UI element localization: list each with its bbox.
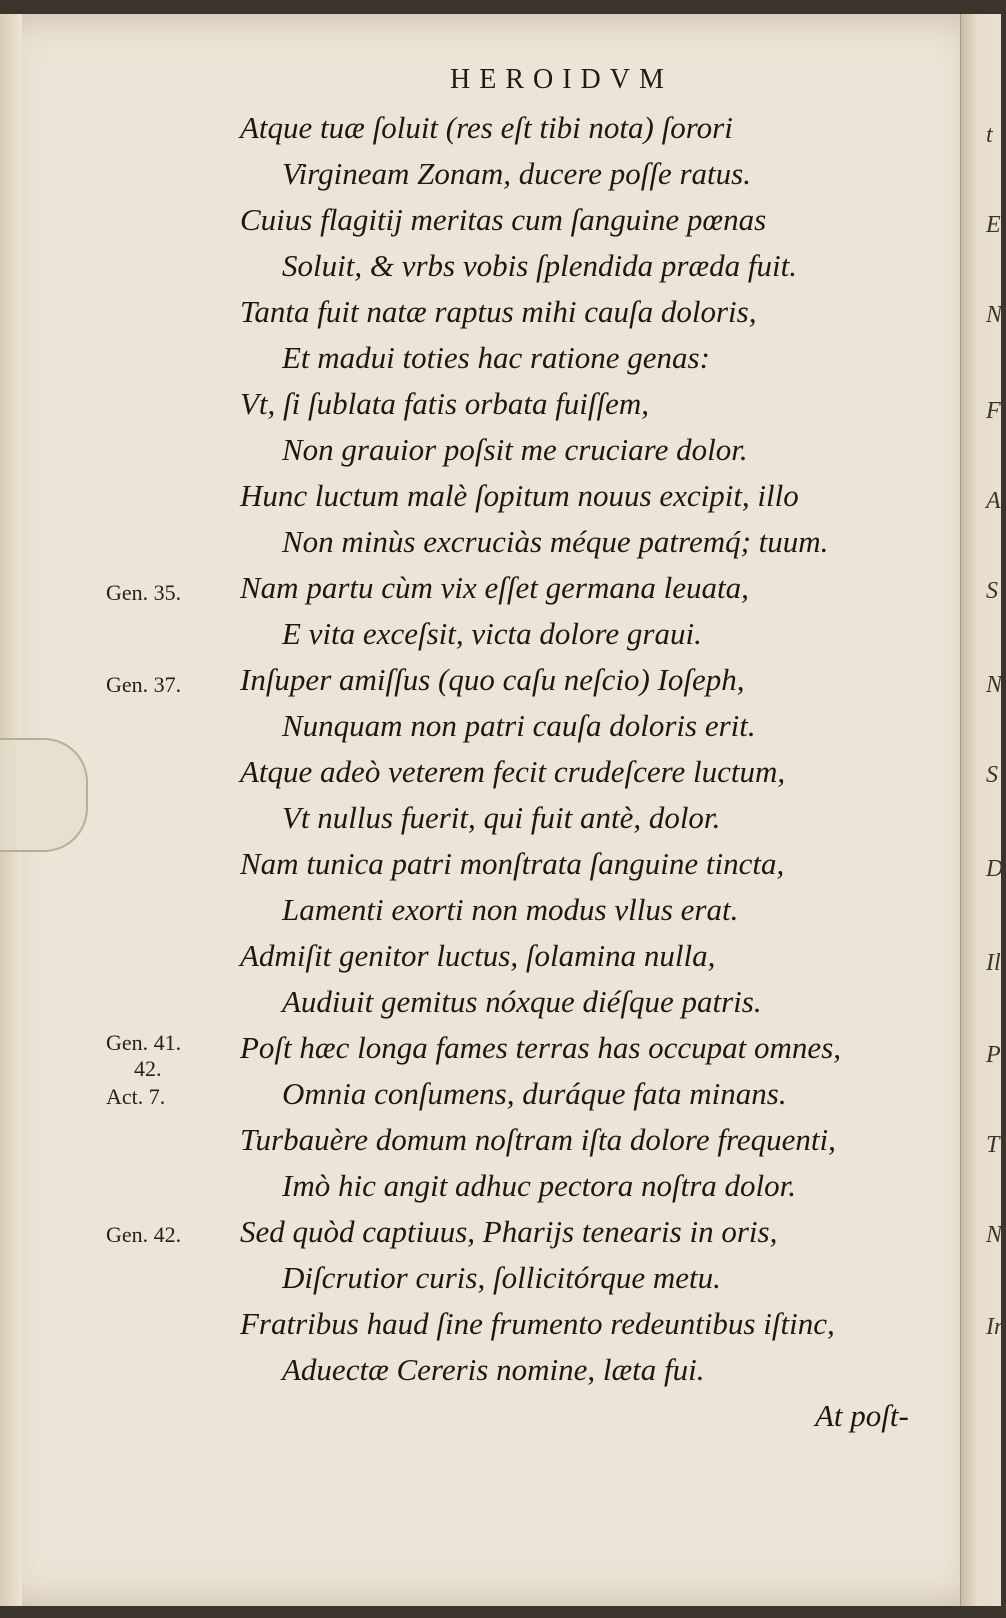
verse-line: Inſuper amiſſus (quo caſu neſcio) Ioſeph, xyxy=(240,662,745,697)
verse-line: Nam tunica patri monſtrata ſanguine tincta, xyxy=(240,846,785,881)
adjacent-page-char: E xyxy=(986,212,1001,238)
verse-line: Soluit, & vrbs vobis ſplendida præda fuit. xyxy=(282,248,797,283)
adjacent-page-char: S xyxy=(986,578,998,604)
adjacent-page-char: N xyxy=(986,302,1003,328)
adjacent-page-char: F xyxy=(986,398,1001,424)
adjacent-page-char: N xyxy=(986,1222,1003,1248)
verse-line: E vita exceſsit, victa dolore graui. xyxy=(282,616,702,651)
verse-line: Imò hic angit adhuc pectora noſtra dolor. xyxy=(282,1168,797,1203)
verse-line: Aduectæ Cereris nomine, læta fui. xyxy=(282,1352,705,1387)
verse-line: Nunquam non patri cauſa doloris erit. xyxy=(282,708,756,743)
adjacent-page-char: N xyxy=(986,672,1003,698)
verse-line: Atque adeò veterem fecit crudeſcere luctum, xyxy=(240,754,786,789)
verse-line: Atque tuæ ſoluit (res eſt tibi nota) ſorori xyxy=(240,110,733,145)
verse-line: Diſcrutior curis, ſollicitórque metu. xyxy=(282,1260,721,1295)
verse-line: Hunc luctum malè ſopitum nouus excipit, illo xyxy=(240,478,799,513)
verse-line: Non grauior poſsit me cruciare dolor. xyxy=(282,432,748,467)
verse-line: Poſt hæc longa fames terras has occupat omnes, xyxy=(240,1030,842,1065)
verse-line: Nam partu cùm vix eſſet germana leuata, xyxy=(240,570,749,605)
adjacent-page-char: In xyxy=(986,1314,1006,1340)
margin-note: Gen. 35. xyxy=(106,580,182,605)
adjacent-page-char: D xyxy=(986,856,1004,882)
margin-note: Gen. 42. xyxy=(106,1222,182,1247)
verse-line: Cuius flagitij meritas cum ſanguine pœnas xyxy=(240,202,767,237)
running-head: HEROIDVM xyxy=(450,64,673,95)
verse-line: Vt, ſi ſublata fatis orbata fuiſſem, xyxy=(240,386,650,421)
margin-note: Gen. 37. xyxy=(106,672,182,697)
verse-line: Vt nullus fuerit, qui fuit antè, dolor. xyxy=(282,800,721,835)
adjacent-page-char: t xyxy=(986,122,993,148)
verse-line: Admiſit genitor luctus, ſolamina nulla, xyxy=(240,938,716,973)
adjacent-page-char: T xyxy=(986,1132,1000,1158)
margin-note: 42. xyxy=(134,1056,162,1081)
verse-line: Turbauère domum noſtram iſta dolore frequenti, xyxy=(240,1122,836,1157)
adjacent-page-char: P xyxy=(986,1042,1001,1068)
verse-line: Sed quòd captiuus, Pharijs tenearis in oris, xyxy=(240,1214,778,1249)
margin-note: Act. 7. xyxy=(106,1084,166,1109)
verse-line: Lamenti exorti non modus vllus erat. xyxy=(282,892,739,927)
verse-line: Virgineam Zonam, ducere poſſe ratus. xyxy=(282,156,751,191)
catchword: At poſt- xyxy=(815,1398,909,1433)
adjacent-page-char: Il xyxy=(986,950,1001,976)
verse-line: Et madui toties hac ratione genas: xyxy=(282,340,710,375)
verse-line: Fratribus haud ſine frumento redeuntibus iſtinc, xyxy=(240,1306,835,1341)
page-clip-mark xyxy=(0,738,88,852)
adjacent-page-edge xyxy=(960,14,1004,1606)
adjacent-page-char: S xyxy=(986,762,998,788)
verse-line: Audiuit gemitus nóxque diéſque patris. xyxy=(282,984,762,1019)
verse-line: Tanta fuit natæ raptus mihi cauſa doloris, xyxy=(240,294,757,329)
adjacent-page-char: A xyxy=(986,488,1001,514)
verse-line: Non minùs excruciàs méque patremq́; tuum. xyxy=(282,524,829,559)
verse-line: Omnia conſumens, duráque fata minans. xyxy=(282,1076,787,1111)
margin-note: Gen. 41. xyxy=(106,1030,182,1055)
